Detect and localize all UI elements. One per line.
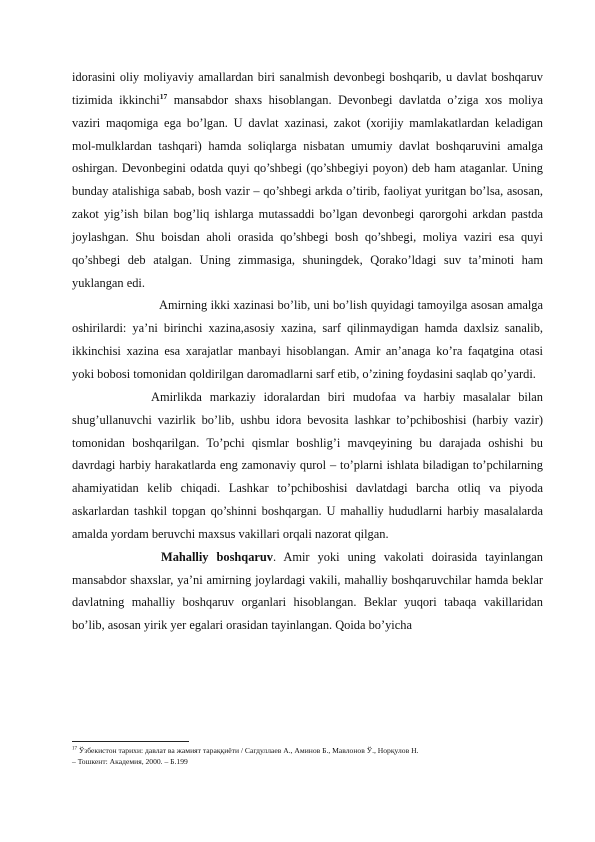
paragraph-text: mansabdor shaxs hisoblangan. Devonbegi davlatda o’ziga xos moliya vaziri maqomiga ega bo’lgan. U davlat xazinasi, zakot (xorijiy mamlakatlardan keladigan mol-mulklardan tashqari) hamda soliqlarga nisbatan umumiy davlat boshqaruvini amalga oshirgan. Devonbegini odatda quyi qo’shbegi (qo’shbegiyi poyon) deb ham ataganlar. Uning bunday atalishiga sabab, bosh vazir – qo’shbegi arkda o’tirib, faoliyat yuritgan bo’lsa, asosan, zakot yig’ish bilan bog’liq ishlarga mutassaddi bo’lgan devonbegi qarorgohi arkdan pastda joylashgan. Shu boisdan aholi orasida qo’shbegi bosh qo’shbegi, moliya vaziri esa quyi qo’shbegi deb atalgan. Uning zimmasiga, shuningdek, Qorako’ldagi suv ta’minoti ham yuklangan edi. [72, 92, 544, 290]
paragraph-text: . Amir yoki uning vakolati doirasida tayinlangan mansabdor shaxslar, ya’ni amirning joylardagi vakili, mahalliy boshqaruvchilar hamda beklar davlatning mahalliy boshqaruv organlari hisoblangan. Beklar yuqori tabaqa vakillaridan bo’lib, asosan yirik yer egalari orasidan tayinlangan. Qoida bo’yicha [72, 549, 543, 633]
paragraph-text: idorasini oliy moliyaviy amallardan biri sanalmish devonbegi boshqarib, u davlat boshqaruv tizimida ikkinchi [72, 70, 543, 107]
footnote-number: 17 [72, 746, 77, 752]
footnote-line [72, 745, 543, 756]
footnote-reference[interactable]: 17 [159, 91, 168, 101]
paragraph-treasury: Amirning ikki xazinasi bo’lib, uni bo’lish quyidagi tamoyilga asosan amalga oshirilardi: ya’ni birinchi xazina,asosiy xazina, sarf qilinmaydigan hamda daxlsiz sanalib, ikkinchisi xazina esa xarajatlar manbayi hisoblangan. Amir an’anaga ko’ra faqatgina otasi yoki bobosi tomonidan qoldirilgan daromadlarni sarf etib, o’zining foydasini saqlab qo’yardi. [72, 298, 543, 381]
footnote-line: – Тошкент: Академия, 2000. – Б.199 [72, 757, 188, 767]
paragraph-local-government [72, 546, 543, 637]
section-heading: Mahalliy boshqaruv [161, 549, 273, 564]
body-text [72, 66, 543, 637]
footnote [72, 745, 543, 768]
footnote-divider [72, 741, 189, 742]
paragraph-devonbegi [72, 66, 543, 294]
paragraph-military: Amirlikda markaziy idoralardan biri mudofaa va harbiy masalalar bilan shug’ullanuvchi vazirlik bo’lib, ushbu idora bevosita lashkar to’pchiboshisi (harbiy vazir) tomonidan boshqarilgan. To’pchi qismlar boshlig’i mavqeyining bu darajada oshishi bu davrdagi harbiy harakatlarda eng zamonaviy qurol – to’plarni ishlata biladigan to’pchilarning ahamiyatidan kelib chiqadi. Lashkar to’pchiboshisi davlatdagi barcha otliq va piyoda askarlardan tashkil topgan qo’shinni boshqargan. U mahalliy hududlarni harbiy masalalarda amalda yordam beruvchi maxsus vakillari orqali nazorat qilgan. [72, 389, 543, 541]
footnote-citation: Ўзбекистон тарихи: давлат ва жамият тараққиёти / Сагдуллаев А., Аминов Б., Мавлонов Ў., Норқулов Н. [77, 746, 419, 755]
